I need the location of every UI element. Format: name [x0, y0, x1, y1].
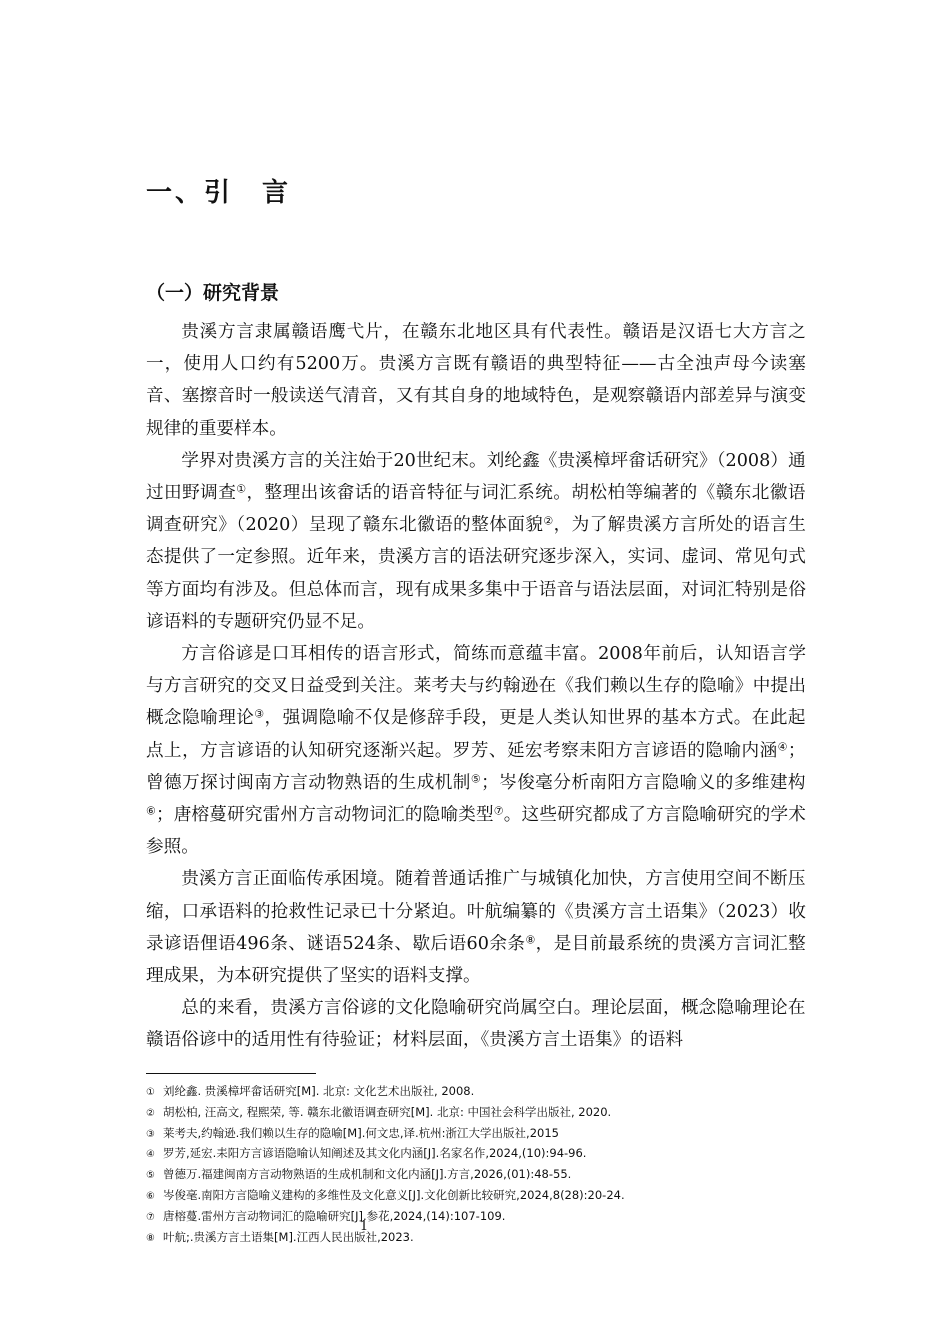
footnote-text: 莱考夫,约翰逊.我们赖以生存的隐喻[M].何文忠,译.杭州:浙江大学出版社,2015 [163, 1125, 559, 1140]
footnote-mark: ① [146, 1087, 155, 1098]
footnote [146, 1165, 806, 1186]
footnote [146, 1124, 806, 1145]
paragraph: 方言俗谚是口耳相传的语言形式，简练而意蕴丰富。2008年前后，认知语言学与方言研究的交叉日益受到关注。莱考夫与约翰逊在《我们赖以生存的隐喻》中提出概念隐喻理论③，强调隐喻不仅是修辞手段，更是人类认知世界的基本方式。在此起点上，方言谚语的认知研究逐渐兴起。罗芳、延宏考察耒阳方言谚语的隐喻内涵④；曾德万探讨闽南方言动物熟语的生成机制⑤；岑俊毫分析南阳方言隐喻义的多维建构⑥；唐榕蔓研究雷州方言动物词汇的隐喻类型⑦。这些研究都成了方言隐喻研究的学术参照。 [146, 644, 806, 858]
footnote-text: 曾德万.福建闽南方言动物熟语的生成机制和文化内涵[J].方言,2026,(01):48-55. [163, 1167, 572, 1182]
footnote [146, 1082, 806, 1103]
footnote-reference: ⑧ [525, 933, 536, 947]
footnote-text: 唐榕蔓.雷州方言动物词汇的隐喻研究[J].参花,2024,(14):107-109. [163, 1208, 506, 1223]
footnote-text: 刘纶鑫. 贵溪樟坪畲话研究[M]. 北京: 文化艺术出版社, 2008. [163, 1084, 475, 1098]
footnote-text: 胡松柏, 汪高文, 程熙荣, 等. 赣东北徽语调查研究[M]. 北京: 中国社会科学出版社, 2020. [163, 1104, 612, 1119]
footnote-reference: ② [543, 514, 554, 528]
footnote-reference: ⑤ [470, 772, 482, 786]
footnote-reference: ① [236, 482, 247, 496]
footnote-mark: ② [146, 1107, 155, 1119]
footnote-reference: ④ [777, 740, 788, 754]
footnote [146, 1144, 806, 1165]
footnote [146, 1186, 806, 1207]
footnote-mark: ⑧ [146, 1232, 155, 1244]
footnote-mark: ⑦ [146, 1211, 155, 1223]
section-heading: 一、引 言 [146, 178, 292, 208]
footnote-mark: ⑥ [146, 1190, 155, 1202]
page-number: 1 [359, 1219, 369, 1234]
footnote-text: 叶航;.贵溪方言土语集[M].江西人民出版社,2023. [163, 1229, 414, 1244]
paragraph: 学界对贵溪方言的关注始于20世纪末。刘纶鑫《贵溪樟坪畲话研究》（2008）通过田野调查①，整理出该畲话的语音特征与词汇系统。胡松柏等编著的《赣东北徽语调查研究》（2020）呈现了赣东北徽语的整体面貌②，为了解贵溪方言所处的语言生态提供了一定参照。近年来，贵溪方言的语法研究逐步深入，实词、虚词、常见句式等方面均有涉及。但总体而言，现有成果多集中于语音与语法层面，对词汇特别是俗谚语料的专题研究仍显不足。 [146, 450, 806, 632]
subsection-heading: （一）研究背景 [146, 282, 280, 304]
footnote-reference: ⑦ [493, 804, 504, 818]
footnote [146, 1103, 806, 1124]
footnote-reference: ③ [254, 707, 265, 721]
footnote-mark: ③ [146, 1128, 155, 1140]
body-text [146, 316, 806, 1057]
footnote-reference: ⑥ [146, 804, 156, 818]
footnote-mark: ⑤ [146, 1170, 155, 1182]
footnote-text: 罗芳,延宏.耒阳方言谚语隐喻认知阐述及其文化内涵[J].名家名作,2024,(10):94-96. [163, 1146, 587, 1161]
footnote-separator [146, 1073, 316, 1074]
paragraph: 贵溪方言正面临传承困境。随着普通话推广与城镇化加快，方言使用空间不断压缩，口承语料的抢救性记录已十分紧迫。叶航编纂的《贵溪方言土语集》（2023）收录谚语俚语496条、谜语524条、歇后语60余条⑧，是目前最系统的贵溪方言词汇整理成果，为本研究提供了坚实的语料支撑。 [146, 869, 806, 987]
paragraph: 贵溪方言隶属赣语鹰弋片，在赣东北地区具有代表性。赣语是汉语七大方言之一，使用人口约有5200万。贵溪方言既有赣语的典型特征——古全浊声母今读塞音、塞擦音时一般读送气清音，又有其自身的地域特色，是观察赣语内部差异与演变规律的重要样本。 [146, 322, 806, 439]
paragraph: 总的来看，贵溪方言俗谚的文化隐喻研究尚属空白。理论层面，概念隐喻理论在赣语俗谚中的适用性有待验证；材料层面，《贵溪方言土语集》的语料 [146, 998, 806, 1051]
footnote-mark: ④ [146, 1149, 155, 1161]
footnote-text: 岑俊毫.南阳方言隐喻义建构的多维性及文化意义[J].文化创新比较研究,2024,8(28):20-24. [163, 1187, 625, 1202]
